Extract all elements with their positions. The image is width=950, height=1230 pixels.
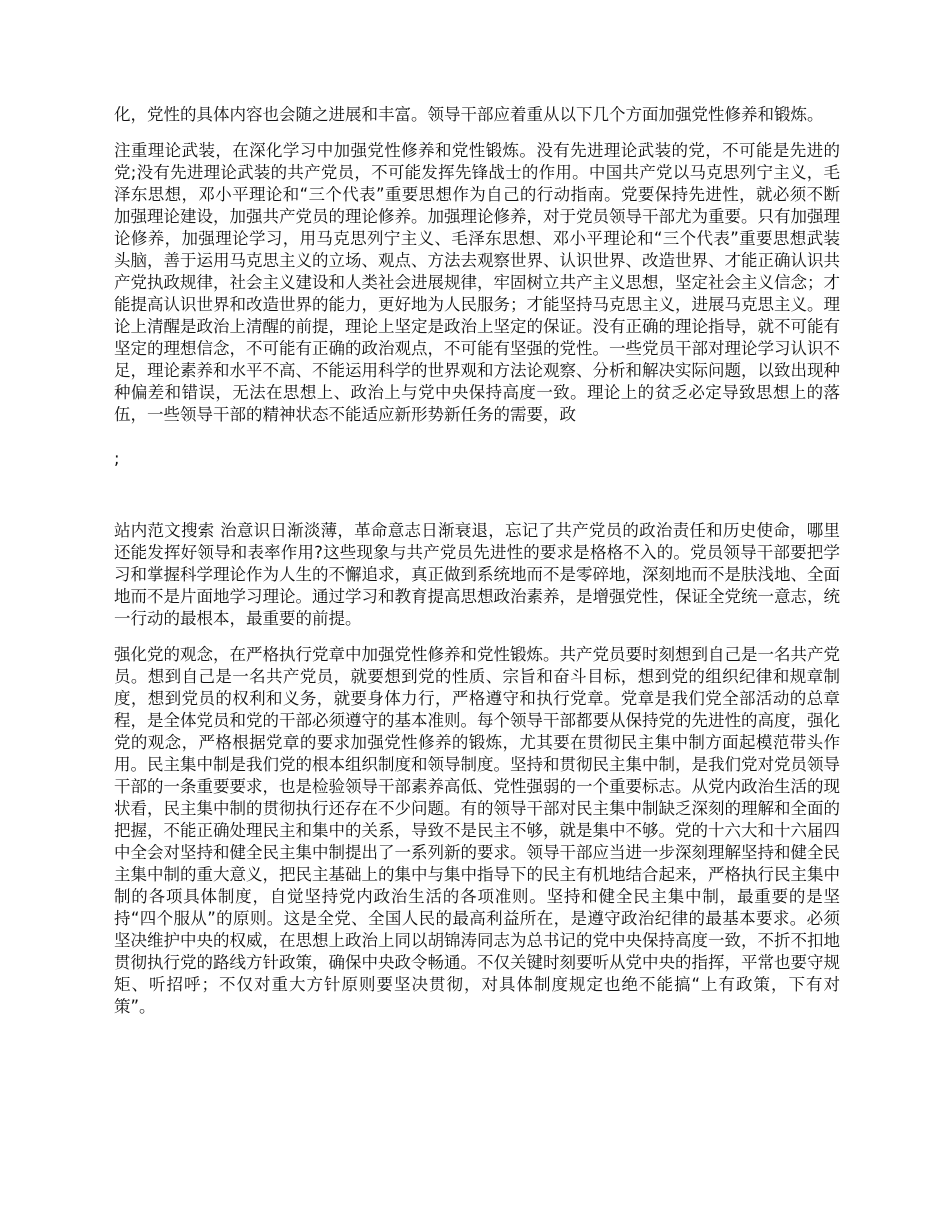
paragraph-intro: 化，党性的具体内容也会随之进展和丰富。领导干部应着重从以下几个方面加强党性修养和锻炼。: [114, 105, 824, 124]
paragraph-theory: 注重理论武装，在深化学习中加强党性修养和党性锻炼。没有先进理论武装的党，不可能是先进的党;没有先进理论武装的共产党员，不可能发挥先锋战士的作用。中国共产党以马克思列宁主义，毛泽东思想，邓小平理论和“三个代表”重要思想作为自己的行动指南。党要保持先进性，就必须不断加强理论建设，加强共产党员的理论修养。加强理论修养，对于党员领导干部尤为重要。只有加强理论修养，加强理论学习，用马克思列宁主义、毛泽东思想、邓小平理论和“三个代表”重要思想武装头脑，善于运用马克思主义的立场、观点、方法去观察世界、认识世界、改造世界、才能正确认识共产党执政规律，社会主义建设和人类社会进展规律，牢固树立共产主义思想，坚定社会主义信念；才能提高认识世界和改造世界的能力，更好地为人民服务；才能坚持马克思主义，进展马克思主义。理论上清醒是政治上清醒的前提，理论上坚定是政治上坚定的保证。没有正确的理论指导，就不可能有坚定的理想信念，不可能有正确的政治观点，不可能有坚强的党性。一些党员干部对理论学习认识不足，理论素养和水平不高、不能运用科学的世界观和方法论观察、分析和解决实际问题，以致出现种种偏差和错误，无法在思想上、政治上与党中央保持高度一致。理论上的贫乏必定导致思想上的落伍，一些领导干部的精神状态不能适应新形势新任务的需要，政: [114, 141, 840, 424]
paragraph-party-concept: 强化党的观念，在严格执行党章中加强党性修养和党性锻炼。共产党员要时刻想到自己是一名共产党员。想到自己是一名共产党员，就要想到党的性质、宗旨和奋斗目标，想到党的组织纪律和规章制度，想到党员的权利和义务，就要身体力行，严格遵守和执行党章。党章是我们党全部活动的总章程，是全体党员和党的干部必须遵守的基本准则。每个领导干部都要从保持党的先进性的高度，强化党的观念，严格根据党章的要求加强党性修养的锻炼，尤其要在贯彻民主集中制方面起模范带头作用。民主集中制是我们党的根本组织制度和领导制度。坚持和贯彻民主集中制，是我们党对党员领导干部的一条重要要求，也是检验领导干部素养高低、党性强弱的一个重要标志。从党内政治生活的现状看，民主集中制的贯彻执行还存在不少问题。有的领导干部对民主集中制缺乏深刻的理解和全面的把握，不能正确处理民主和集中的关系，导致不是民主不够，就是集中不够。党的十六大和十六届四中全会对坚持和健全民主集中制提出了一系列新的要求。领导干部应当进一步深刻理解坚持和健全民主集中制的重大意义，把民主基础上的集中与集中指导下的民主有机地结合起来，严格执行民主集中制的各项具体制度，自觉坚持党内政治生活的各项准则。坚持和健全民主集中制，最重要的是坚持“四个服从”的原则。这是全党、全国人民的最高利益所在，是遵守政治纪律的最基本要求。必须坚决维护中央的权威，在思想上政治上同以胡锦涛同志为总书记的党中央保持高度一致，不折不扣地贯彻执行党的路线方针政策，确保中央政令畅通。不仅关键时刻要听从党中央的指挥，平常也要守规矩、听招呼；不仅对重大方针原则要坚决贯彻，对具体制度规定也绝不能搞“上有政策，下有对策”。: [114, 645, 840, 1016]
paragraph-continuation: 站内范文搜索 治意识日渐淡薄，革命意志日渐衰退，忘记了共产党员的政治责任和历史使命，哪里还能发挥好领导和表率作用?这些现象与共产党员先进性的要求是格格不入的。党员领导干部要把学习和掌握科学理论作为人生的不懈追求，真正做到系统地而不是零碎地，深刻地而不是肤浅地、全面地而不是片面地学习理论。通过学习和教育提高思想政治素养，是增强党性，保证全党统一意志，统一行动的最根本，最重要的前提。: [114, 521, 840, 628]
document-body: [114, 104, 840, 1018]
paragraph-separator: ;: [114, 449, 120, 468]
